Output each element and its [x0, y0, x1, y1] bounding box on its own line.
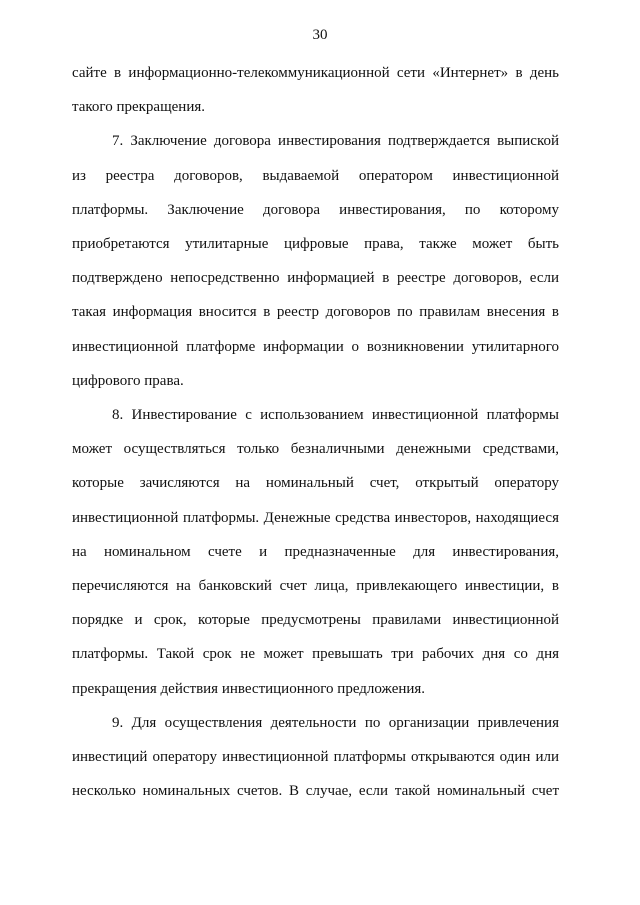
text-line: приобретаются утилитарные цифровые права, также может быть [72, 236, 559, 253]
text-line: подтверждено непосредственно информацией в реестре договоров, если [72, 270, 559, 287]
text-line: инвестиционной платформы. Денежные средства инвесторов, находящиеся [72, 509, 559, 526]
text-line: на номинальном счете и предназначенные для инвестирования, [72, 543, 559, 560]
page-number: 30 [312, 27, 328, 43]
paragraph-item-7 [72, 124, 559, 398]
text-line: такого прекращения. [72, 99, 205, 116]
paragraph-continuation [72, 56, 559, 124]
text-line: из реестра договоров, выдаваемой оператором инвестиционной [72, 167, 559, 184]
text-line: платформы. Такой срок не может превышать три рабочих дня со дня [72, 646, 559, 663]
text-line: 9. Для осуществления деятельности по организации привлечения [112, 714, 559, 731]
document-body [72, 56, 559, 808]
text-line: 8. Инвестирование с использованием инвестиционной платформы [112, 407, 559, 424]
text-line: порядке и срок, которые предусмотрены правилами инвестиционной [72, 612, 559, 629]
text-line: сайте в информационно-телекоммуникационной сети «Интернет» в день [72, 65, 559, 81]
text-line: прекращения действия инвестиционного предложения. [72, 680, 426, 697]
text-line: инвестиций оператору инвестиционной платформы открываются один или [72, 749, 559, 766]
text-line: 7. Заключение договора инвестирования подтверждается выпиской [112, 133, 559, 150]
text-line: платформы. Заключение договора инвестирования, по которому [72, 201, 559, 218]
paragraph-item-8 [72, 398, 559, 706]
text-line: перечисляются на банковский счет лица, привлекающего инвестиции, в [72, 578, 559, 595]
text-line: инвестиционной платформе информации о возникновении утилитарного [72, 338, 559, 355]
paragraph-item-9 [72, 706, 559, 809]
text-line: которые зачисляются на номинальный счет, открытый оператору [72, 475, 559, 492]
text-line: цифрового права. [72, 372, 184, 389]
text-line: такая информация вносится в реестр договоров по правилам внесения в [72, 304, 559, 321]
text-line: может осуществляться только безналичными денежными средствами, [72, 441, 559, 458]
text-line: несколько номинальных счетов. В случае, если такой номинальный счет [72, 783, 559, 800]
